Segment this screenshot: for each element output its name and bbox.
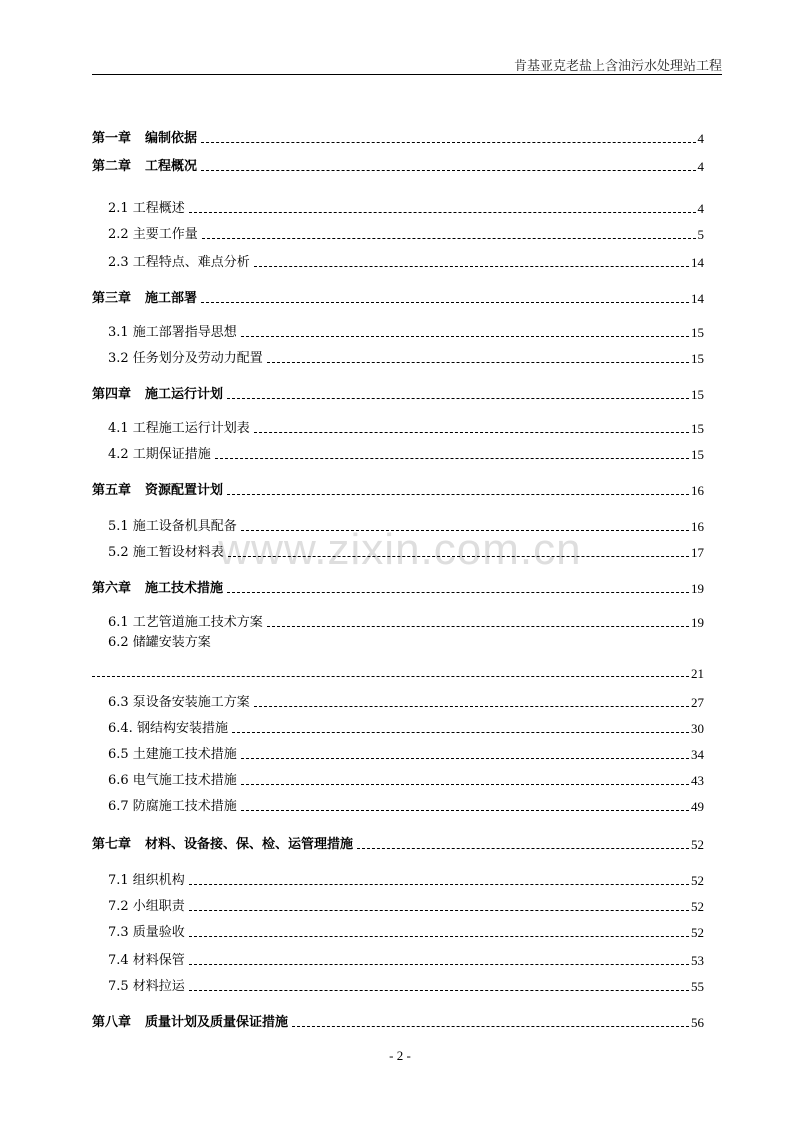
chapter-title: 材料、设备接、保、检、运管理措施 [145,837,354,852]
toc-section-entry[interactable] [108,614,704,632]
toc-entry-label: 6.7 防腐施工技术措施 [108,799,237,814]
dot-leader [189,990,689,991]
toc-entry-label: 2.2 主要工作量 [108,227,198,242]
toc-section-entry[interactable] [108,898,704,916]
toc-chapter-entry[interactable] [92,290,704,308]
toc-entry-page: 55 [691,979,704,994]
toc-entry-label [92,386,223,404]
toc-section-entry[interactable] [108,746,704,764]
chapter-title: 施工运行计划 [145,387,224,402]
toc-entry-page: 49 [691,799,704,814]
toc-entry-label: 4.1 工程施工运行计划表 [108,421,250,436]
toc-chapter-entry[interactable] [92,580,704,598]
dot-leader [254,706,689,707]
toc-entry-title[interactable]: 6.2 储罐安装方案 [108,635,211,650]
chapter-title: 工程概况 [145,159,198,174]
toc-section-entry[interactable] [108,544,704,562]
toc-entry-page: 30 [691,721,704,736]
toc-entry-continuation[interactable] [92,664,704,682]
toc-entry-page: 27 [691,695,704,710]
toc-chapter-entry[interactable] [92,158,704,176]
dot-leader [202,238,696,239]
toc-section-entry[interactable] [108,226,704,244]
toc-entry-label: 3.2 任务划分及劳动力配置 [108,351,263,366]
toc-entry-page: 52 [691,873,704,888]
dot-leader [227,398,689,399]
toc-entry-label: 3.1 施工部署指导思想 [108,325,237,340]
dot-leader [241,336,689,337]
toc-entry-page: 15 [691,387,704,402]
toc-section-entry[interactable] [108,324,704,342]
chapter-prefix: 第三章 [92,291,132,306]
toc-section-entry[interactable] [108,772,704,790]
dot-leader [189,212,696,213]
toc-entry-label [92,290,197,308]
toc-entry-label [92,158,197,176]
chapter-prefix: 第二章 [92,159,132,174]
toc-entry-label: 5.2 施工暂设材料表 [108,545,224,560]
toc-entry-page: 16 [691,483,704,498]
toc-section-entry[interactable] [108,924,704,942]
page-number-footer: - 2 - [389,1048,411,1063]
toc-entry-label: 6.1 工艺管道施工技术方案 [108,615,263,630]
toc-entry-label: 6.3 泵设备安装施工方案 [108,695,250,710]
toc-entry-page: 14 [691,291,704,306]
dot-leader [232,732,689,733]
toc-section-entry[interactable] [108,720,704,738]
dot-leader [241,784,689,785]
toc-chapter-entry[interactable] [92,386,704,404]
toc-entry-page: 19 [691,581,704,596]
dot-leader [189,936,689,937]
toc-entry-page: 4 [697,159,704,174]
toc-section-entry[interactable] [108,798,704,816]
toc-entry-label: 6.5 土建施工技术措施 [108,747,237,762]
toc-entry-page: 15 [691,421,704,436]
chapter-title: 编制依据 [145,131,198,146]
dot-leader [201,170,695,171]
toc-chapter-entry[interactable] [92,130,704,148]
toc-entry-page: 52 [691,837,704,852]
toc-chapter-entry[interactable] [92,836,704,854]
toc-section-entry[interactable] [108,200,704,218]
toc-entry-page: 5 [697,227,704,242]
toc-section-entry[interactable] [108,254,704,272]
chapter-prefix: 第一章 [92,131,132,146]
toc-section-entry[interactable] [108,872,704,890]
toc-entry-page: 52 [691,899,704,914]
toc-entry-label: 7.1 组织机构 [108,873,185,888]
toc-entry-page: 52 [691,925,704,940]
dot-leader [241,530,689,531]
chapter-title: 施工技术措施 [145,581,224,596]
toc-section-entry[interactable] [108,518,704,536]
dot-leader [227,592,689,593]
toc-entry-label: 6.6 电气施工技术措施 [108,773,237,788]
toc-chapter-entry[interactable] [92,1014,704,1032]
toc-entry-label [92,836,353,854]
toc-section-entry[interactable] [108,350,704,368]
toc-entry-label: 2.1 工程概述 [108,201,185,216]
dot-leader [254,266,689,267]
chapter-title: 资源配置计划 [145,483,224,498]
chapter-prefix: 第五章 [92,483,132,498]
dot-leader [201,142,695,143]
chapter-title: 施工部署 [145,291,198,306]
toc-section-entry[interactable] [108,978,704,996]
toc-entry-label: 6.4. 钢结构安装措施 [108,721,228,736]
toc-entry-page: 14 [691,255,704,270]
toc-entry-page: 53 [691,953,704,968]
toc-entry-page: 21 [691,666,704,681]
toc-entry-page: 15 [691,325,704,340]
dot-leader [215,458,689,459]
dot-leader [201,302,689,303]
toc-entry-page: 15 [691,447,704,462]
toc-entry-label [92,130,197,148]
toc-entry-label: 5.1 施工设备机具配备 [108,519,237,534]
toc-entry-page: 56 [691,1015,704,1030]
dot-leader [241,758,689,759]
chapter-prefix: 第七章 [92,837,132,852]
dot-leader [228,556,689,557]
chapter-title: 质量计划及质量保证措施 [145,1015,289,1030]
dot-leader [189,910,689,911]
toc-entry-label: 4.2 工期保证措施 [108,447,211,462]
dot-leader [267,362,689,363]
toc-entry-label: 7.2 小组职责 [108,899,185,914]
toc-entry-page: 4 [697,131,704,146]
toc-section-entry[interactable] [108,420,704,438]
dot-leader [189,884,689,885]
toc-entry-label: 7.5 材料拉运 [108,979,185,994]
dot-leader [189,964,689,965]
toc-entry-label: 7.4 材料保管 [108,953,185,968]
toc-entry-page: 4 [697,201,704,216]
toc-entry-page: 19 [691,615,704,630]
chapter-prefix: 第八章 [92,1015,132,1030]
toc-entry-label: 2.3 工程特点、难点分析 [108,255,250,270]
toc-entry-label: 7.3 质量验收 [108,925,185,940]
watermark: www.zixin.com.cn [218,525,582,574]
toc-entry-page: 15 [691,351,704,366]
dot-leader [92,676,689,677]
toc-entry-label [92,580,223,598]
dot-leader [254,432,689,433]
dot-leader [227,494,689,495]
dot-leader [241,810,689,811]
toc-entry-label [92,482,223,500]
toc-entry-label [92,1014,288,1032]
toc-entry-page: 16 [691,519,704,534]
dot-leader [357,848,689,849]
page-header-title: 肯基亚克老盐上含油污水处理站工程 [513,59,722,74]
toc-section-entry[interactable] [108,694,704,712]
toc-entry-page: 17 [691,545,704,560]
chapter-prefix: 第六章 [92,581,132,596]
toc-section-entry[interactable] [108,952,704,970]
toc-entry-page: 34 [691,747,704,762]
toc-section-entry[interactable] [108,446,704,464]
chapter-prefix: 第四章 [92,387,132,402]
toc-entry-page: 43 [691,773,704,788]
toc-chapter-entry[interactable] [92,482,704,500]
dot-leader [292,1026,689,1027]
dot-leader [267,626,689,627]
